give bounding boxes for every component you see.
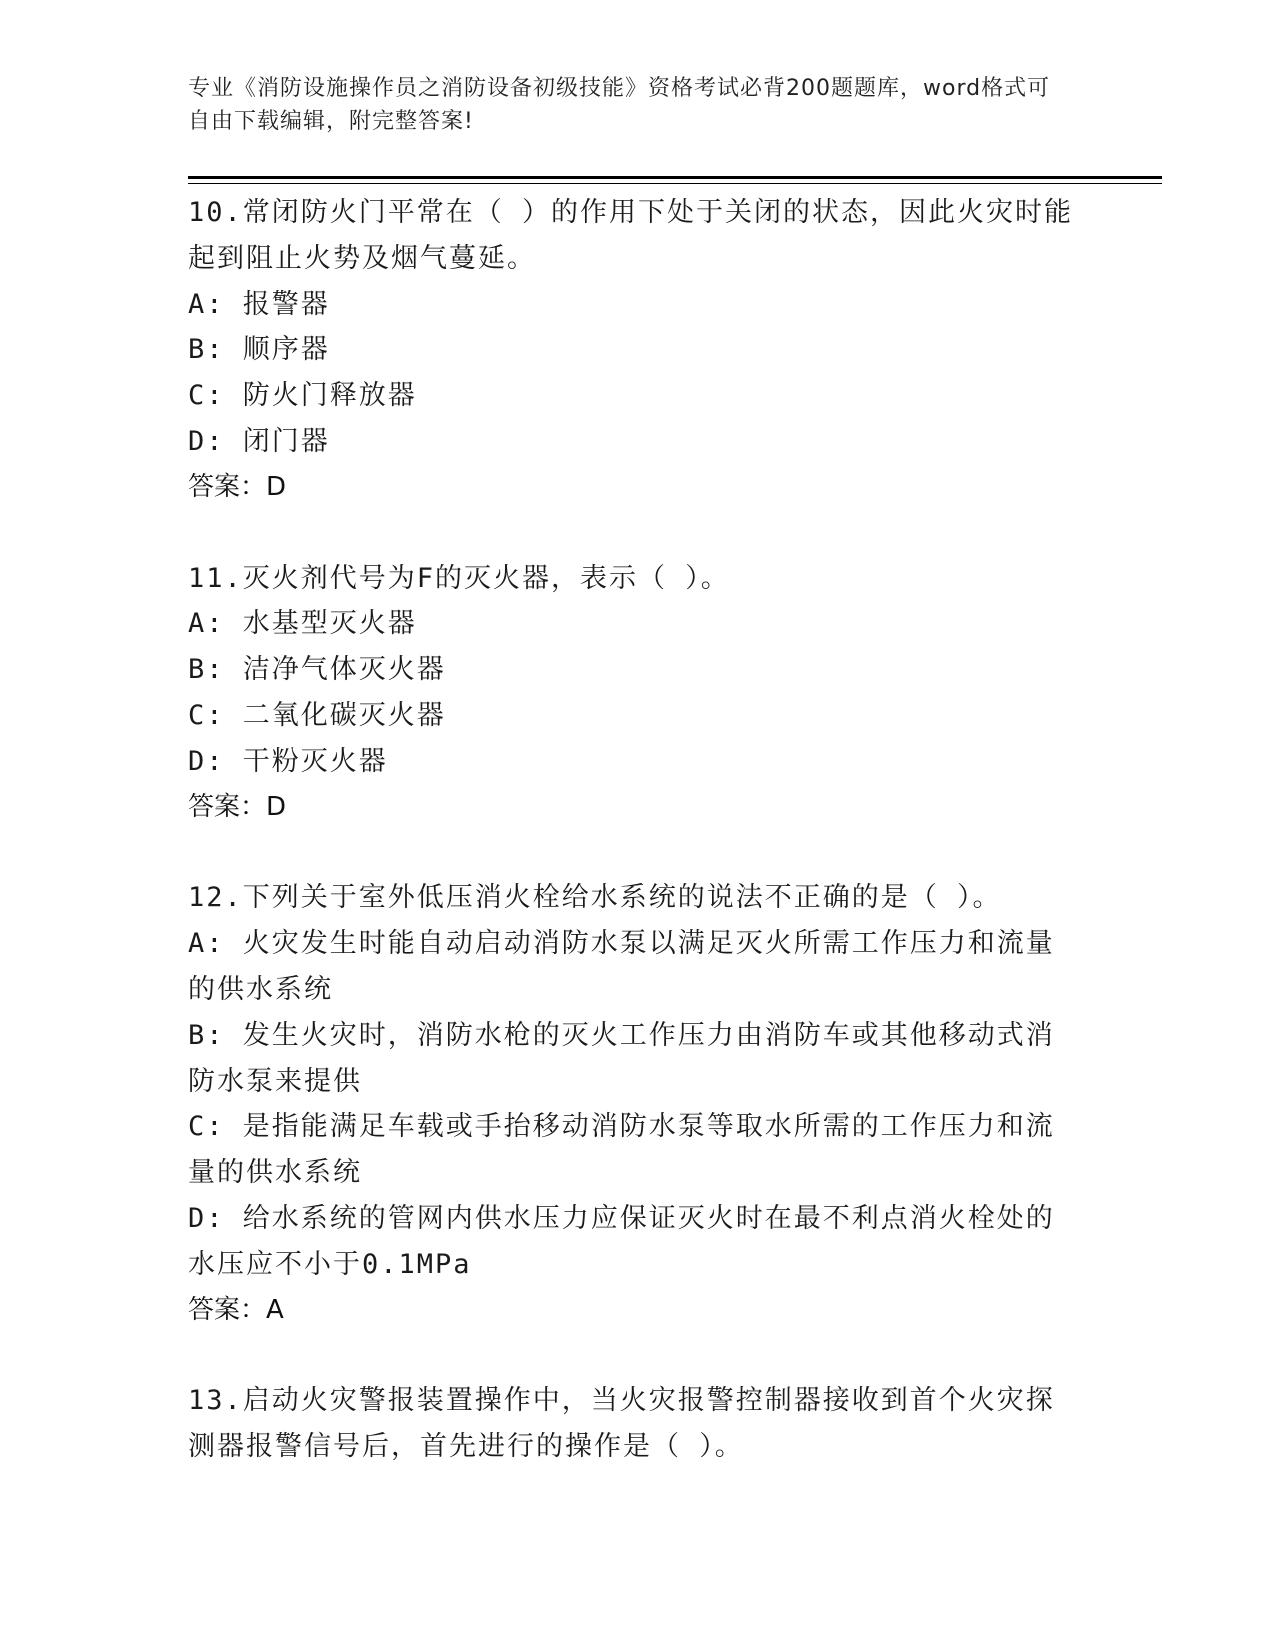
option-b: B: 顺序器 — [188, 334, 330, 366]
question-stem: 10.常闭防火门平常在（ ）的作用下处于关闭的状态，因此火灾时能起到阻止火势及烟气蔓延。 — [188, 197, 1074, 274]
question-list — [188, 190, 1078, 1515]
question-stem: 11.灭火剂代号为F的灭火器，表示（ ）。 — [188, 562, 730, 594]
header-divider-thin — [188, 183, 1162, 184]
option-d: D: 给水系统的管网内供水压力应保证灭火时在最不利点消火栓处的水压应不小于0.1MPa — [188, 1202, 1055, 1280]
option-c: C: 是指能满足车载或手抬移动消防水泵等取水所需的工作压力和流量的供水系统 — [188, 1111, 1055, 1189]
answer-text: 答案：D — [188, 471, 287, 502]
option-c: C: 防火门释放器 — [188, 380, 417, 412]
question-13 — [188, 1378, 1078, 1470]
option-a: A: 火灾发生时能自动启动消防水泵以满足灭火所需工作压力和流量的供水系统 — [188, 928, 1055, 1005]
question-stem: 12.下列关于室外低压消火栓给水系统的说法不正确的是（ ）。 — [188, 882, 1002, 914]
answer-text: 答案：A — [188, 1294, 284, 1325]
option-a: A: 报警器 — [188, 288, 330, 320]
question-11 — [188, 556, 1078, 831]
document-header: 专业《消防设施操作员之消防设备初级技能》资格考试必背200题题库，word格式可自由下载编辑，附完整答案! — [188, 76, 1051, 134]
question-stem: 13.启动火灾警报装置操作中，当火灾报警控制器接收到首个火灾探测器报警信号后，首先进行的操作是（ ）。 — [188, 1385, 1055, 1463]
question-12 — [188, 875, 1078, 1333]
option-b: B: 洁净气体灭火器 — [188, 654, 446, 686]
option-c: C: 二氧化碳灭火器 — [188, 699, 446, 731]
header-divider-thick — [188, 176, 1162, 179]
option-d: D: 干粉灭火器 — [188, 745, 388, 777]
option-d: D: 闭门器 — [188, 425, 330, 457]
answer-text: 答案：D — [188, 791, 287, 822]
option-b: B: 发生火灾时，消防水枪的灭火工作压力由消防车或其他移动式消防水泵来提供 — [188, 1019, 1055, 1097]
question-10 — [188, 190, 1078, 511]
option-a: A: 水基型灭火器 — [188, 608, 417, 640]
